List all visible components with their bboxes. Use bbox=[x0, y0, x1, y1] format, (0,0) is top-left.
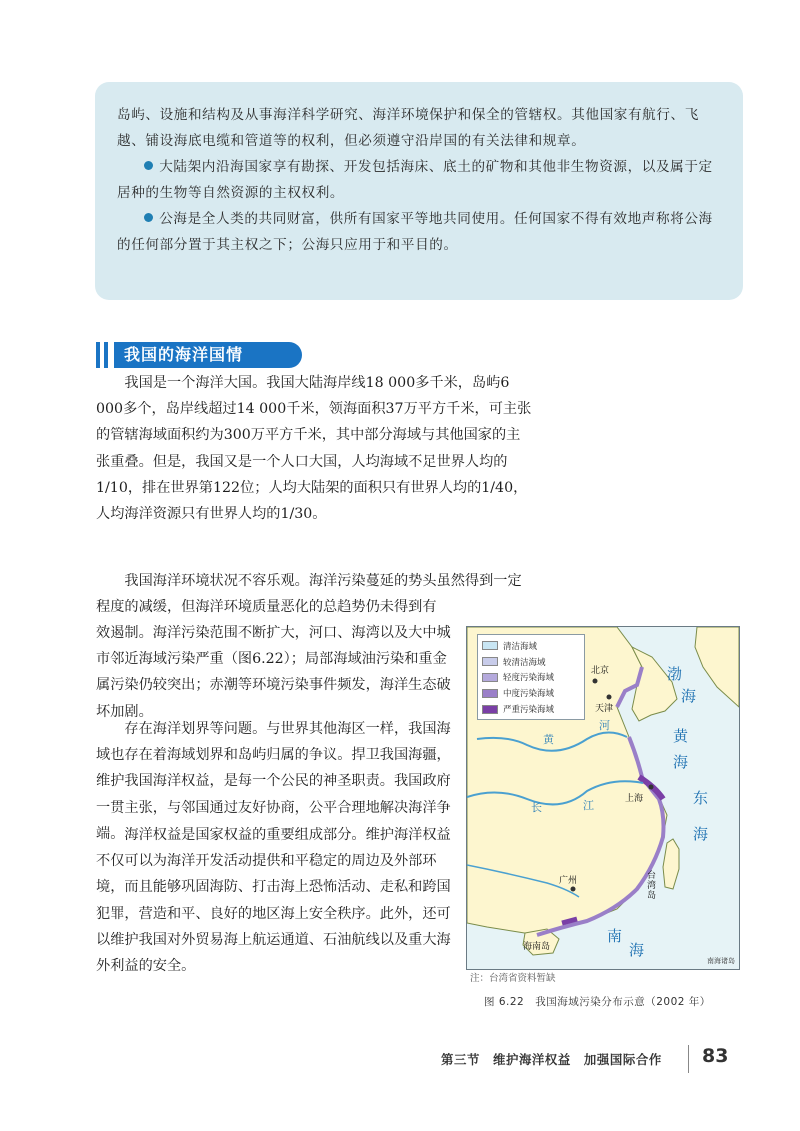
info-para-1: 岛屿、设施和结构及从事海洋科学研究、海洋环境保护和保全的管辖权。其他国家有航行、飞越、铺设海底电缆和管道等的权利，但必须遵守沿岸国的有关法律和规章。 bbox=[117, 107, 699, 149]
legend-label: 轻度污染海域 bbox=[503, 673, 555, 684]
sea-label-nan: 南 bbox=[607, 927, 623, 945]
page-number: 83 bbox=[702, 1045, 729, 1067]
legend-swatch bbox=[482, 705, 498, 714]
legend-item bbox=[482, 701, 580, 717]
river-label-chang: 长 bbox=[531, 801, 542, 814]
paragraph-text: 海洋权益是国家权益的重要组成部分。维护海洋权益不仅可以为海洋开发活动提供和平稳定的周边及外部环境，而且能够巩固海防、打击海上恐怖活动、走私和跨国犯罪，营造和平、良好的地区海上安全秩序。此外，还可以维护我国对外贸易海上航运通道、石油航线以及重大海外利益的安全。 bbox=[96, 827, 451, 975]
legend-item bbox=[482, 685, 580, 701]
legend-label: 严重污染海域 bbox=[503, 705, 555, 716]
section-title: 我国的海洋国情 bbox=[114, 342, 302, 368]
info-para-2-text: 大陆架内沿海国家享有勘探、开发包括海床、底土的矿物和其他非生物资源，以及属于定居种的生物等自然资源的主权权利。 bbox=[117, 159, 713, 201]
bullet-icon bbox=[144, 161, 153, 170]
info-box bbox=[95, 82, 743, 300]
figure-caption: 图 6.22 我国海域污染分布示意（2002 年） bbox=[484, 996, 711, 1008]
river-label-huang: 黄 bbox=[543, 733, 554, 746]
legend-swatch bbox=[482, 657, 498, 666]
legend-swatch bbox=[482, 689, 498, 698]
footer-section-title: 第三节 维护海洋权益 加强国际合作 bbox=[441, 1052, 662, 1067]
island-hainan: 海南岛 bbox=[523, 942, 551, 952]
sea-label-bo: 渤 bbox=[667, 665, 683, 683]
map-note: 注：台湾省资料暂缺 bbox=[470, 973, 556, 984]
island-nanhai: 南海诸岛 bbox=[707, 957, 735, 965]
city-beijing: 北京 bbox=[591, 666, 610, 676]
section-heading bbox=[96, 342, 306, 368]
info-para-3-text: 公海是全人类的共同财富，供所有国家平等地共同使用。任何国家不得有效地声称将公海的任何部分置于其主权之下；公海只应用于和平目的。 bbox=[117, 211, 713, 253]
river-label-jiang: 江 bbox=[583, 799, 594, 812]
info-para-3 bbox=[117, 206, 721, 258]
sea-label-hai: 海 bbox=[629, 941, 645, 959]
paragraph-text: 我国海洋环境状况不容乐观。海洋污染蔓延的势头虽然得到一定程度的减缓，但海洋环境质量恶化的总趋势仍未得到有 bbox=[96, 573, 522, 616]
legend-item bbox=[482, 654, 580, 670]
body-paragraph-1 bbox=[96, 370, 532, 527]
legend-label: 清洁海域 bbox=[503, 641, 538, 652]
sea-label-hai: 海 bbox=[681, 687, 697, 705]
city-guangzhou: 广州 bbox=[559, 876, 578, 886]
sea-label-hai: 海 bbox=[693, 825, 709, 843]
body-paragraph-2b bbox=[96, 620, 458, 725]
body-paragraph-4 bbox=[96, 822, 458, 979]
sea-label-hai: 海 bbox=[673, 753, 689, 771]
legend-label: 较清洁海域 bbox=[503, 657, 546, 668]
legend-item bbox=[482, 670, 580, 686]
legend-swatch bbox=[482, 641, 498, 650]
body-paragraph-2a bbox=[96, 568, 532, 620]
bullet-icon bbox=[144, 213, 153, 222]
sea-label-dong: 东 bbox=[693, 789, 709, 807]
city-tianjin: 天津 bbox=[595, 704, 614, 714]
legend-item bbox=[482, 638, 580, 654]
legend-swatch bbox=[482, 673, 498, 682]
paragraph-text: 效遏制。海洋污染范围不断扩大，河口、海湾以及大中城市邻近海域污染严重（图6.22）；局部海域油污染和重金属污染仍较突出；赤潮等环境污染事件频发，海洋生态破坏加剧。 bbox=[96, 625, 451, 720]
sea-label-huang: 黄 bbox=[673, 727, 689, 745]
city-shanghai: 上海 bbox=[625, 794, 644, 804]
paragraph-text: 我国是一个海洋大国。我国大陆海岸线18 000多千米，岛屿6 000多个，岛岸线超过14 000千米，领海面积37万平方千米，可主张的管辖海域面积约为300万平方千米，其中部分海域与其他国家的主张重叠。但是，我国又是一个人口大国，人均海域不足世界人均的1/10，排在世界第122位；人均大陆架的面积只有世界人均的1/40，人均海洋资源只有世界人均的1/30。 bbox=[96, 375, 532, 523]
island-taiwan: 台湾岛 bbox=[647, 871, 657, 901]
paragraph-text: 存在海洋划界等问题。与世界其他海区一样，我国海域也存在着海域划界和岛屿归属的争议。捍卫我国海疆，维护我国海洋权益，是每一个公民的神圣职责。我国政府一贯主张，与邻国通过友好协商，公平合理地解决海洋争端。 bbox=[96, 721, 451, 842]
footer-divider bbox=[688, 1045, 689, 1073]
river-label-he: 河 bbox=[599, 719, 610, 732]
map-legend bbox=[477, 634, 585, 720]
pollution-map bbox=[466, 626, 740, 970]
info-para-2 bbox=[117, 154, 721, 206]
legend-label: 中度污染海域 bbox=[503, 689, 555, 700]
